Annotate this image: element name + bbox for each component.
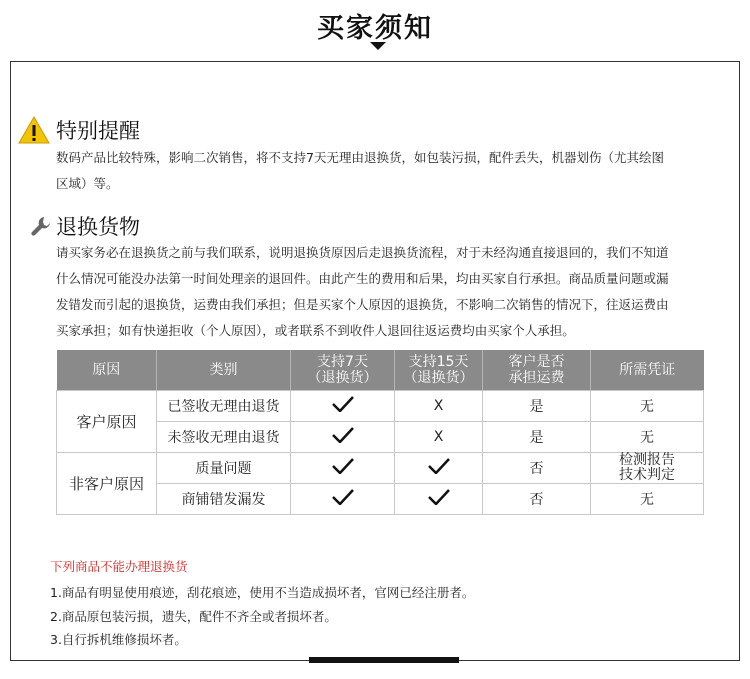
title-arrow-icon: [370, 42, 386, 50]
cell-seven-day: [291, 484, 395, 515]
check-icon: [332, 427, 354, 443]
exchange-line: 什么情况可能没办法第一时间处理亲的退回件。由此产生的费用和后果，均由买家自行承担。商品质量问题或漏: [56, 271, 669, 286]
cell-shipping: 否: [483, 484, 591, 515]
proof-line: 检测报告: [619, 452, 675, 468]
row-category: 质量问题: [157, 453, 291, 484]
header-fifteen-day-line2: （退换货）: [403, 370, 474, 386]
cell-shipping: 否: [483, 453, 591, 484]
cell-fifteen-day: [395, 453, 483, 484]
cell-proof: [591, 453, 704, 484]
header-category: 类别: [157, 350, 291, 391]
row-category: 商铺错发漏发: [157, 484, 291, 515]
check-icon: [332, 396, 354, 412]
reminder-title: 特别提醒: [56, 119, 140, 143]
header-reason: 原因: [57, 350, 157, 391]
check-icon: [332, 489, 354, 505]
reminder-text: [56, 145, 726, 197]
exchange-text: [56, 240, 726, 344]
proof-line: 技术判定: [619, 467, 675, 483]
cell-seven-day: [291, 391, 395, 422]
row-category: 未签收无理由退货: [157, 422, 291, 453]
cell-proof: 无: [591, 422, 704, 453]
header-shipping: [483, 350, 591, 391]
exchange-line: 发错发而引起的退换货，运费由我们承担；但是买家个人原因的退换货，不影响二次销售的情况下，往返运费由: [56, 297, 669, 312]
notice-item: 3.自行拆机维修损坏者。: [50, 632, 187, 647]
wrench-icon: [30, 215, 52, 237]
notice-item: 2.商品原包装污损，遗失，配件不齐全或者损坏者。: [50, 609, 337, 624]
return-policy-table: [56, 350, 704, 515]
header-shipping-line2: 承担运费: [508, 370, 565, 386]
reminder-line: 区域）等。: [56, 176, 119, 191]
exchange-line: 请买家务必在退换货之前与我们联系，说明退换货原因后走退换货流程，对于未经沟通直接退回的，我们不知道: [56, 245, 669, 260]
row-category: 已签收无理由退货: [157, 391, 291, 422]
frame-bottom-bar: [309, 657, 459, 663]
cell-proof: 无: [591, 391, 704, 422]
header-seven-day-line1: 支持7天: [317, 354, 368, 370]
header-seven-day-line2: （退换货）: [307, 370, 378, 386]
header-proof: 所需凭证: [591, 350, 704, 391]
table-row: [57, 453, 704, 484]
table-row: [57, 391, 704, 422]
cell-proof: 无: [591, 484, 704, 515]
exchange-heading: [30, 211, 140, 241]
cell-fifteen-day: X: [395, 422, 483, 453]
header-fifteen-day-line1: 支持15天: [408, 354, 469, 370]
page-title: 买家须知: [317, 13, 433, 44]
check-icon: [428, 458, 450, 474]
cell-fifteen-day: [395, 484, 483, 515]
group-non-customer: 非客户原因: [57, 453, 157, 515]
table-header-row: [57, 350, 704, 391]
cell-seven-day: [291, 453, 395, 484]
header-shipping-line1: 客户是否: [508, 354, 565, 370]
header-seven-day: [291, 350, 395, 391]
cell-fifteen-day: X: [395, 391, 483, 422]
reminder-heading: [18, 115, 140, 145]
warning-icon: [18, 116, 50, 144]
cell-shipping: 是: [483, 391, 591, 422]
reminder-line: 数码产品比较特殊，影响二次销售，将不支持7天无理由退换货，如包装污损，配件丢失，机器划伤（尤其绘图: [56, 150, 664, 165]
notice-title: 下列商品不能办理退换货: [50, 559, 188, 574]
check-icon: [428, 489, 450, 505]
header-fifteen-day: [395, 350, 483, 391]
cell-seven-day: [291, 422, 395, 453]
cell-shipping: 是: [483, 422, 591, 453]
group-customer: 客户原因: [57, 391, 157, 453]
exchange-title: 退换货物: [56, 215, 140, 239]
check-icon: [332, 458, 354, 474]
exchange-line: 买家承担；如有快递拒收（个人原因），或者联系不到收件人退回往返运费均由买家个人承担。: [56, 323, 575, 338]
notice-item: 1.商品有明显使用痕迹，刮花痕迹，使用不当造成损坏者，官网已经注册者。: [50, 585, 475, 600]
